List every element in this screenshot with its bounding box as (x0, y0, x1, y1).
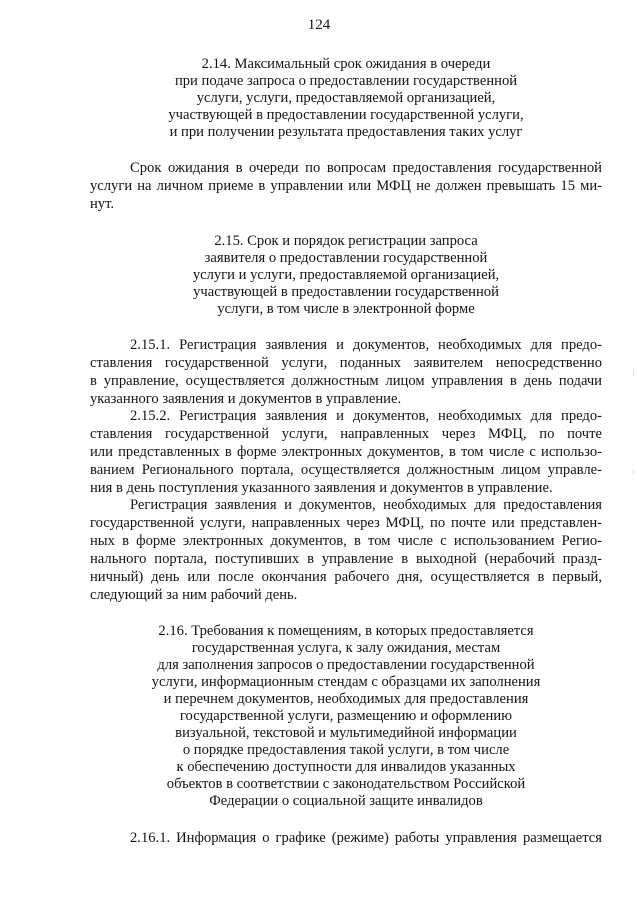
heading-2-14-line: услуги, услуги, предоставляемой организацией, (196, 90, 496, 106)
paragraph-line: Срок ожидания в очереди по вопросам предоставления государственной (130, 160, 602, 176)
heading-2-16-line: для заполнения запросов о предоставлении государственной (157, 657, 535, 673)
heading-2-15-line: заявителя о предоставлении государственной (204, 250, 488, 266)
heading-2-16-line: и перечнем документов, необходимых для предоставления (163, 691, 529, 707)
paragraph-line: ванием Регионального портала, осуществляется должностным лицом управле- (90, 462, 602, 478)
heading-2-14-line: при подаче запроса о предоставлении государственной (174, 73, 518, 89)
heading-2-14-line: 2.14. Максимальный срок ожидания в очереди (201, 56, 491, 72)
heading-2-16-line: Федерации о социальной защите инвалидов (209, 793, 483, 809)
heading-2-16-line: к обеспечению доступности для инвалидов указанных (176, 759, 516, 775)
heading-2-16-line: государственная услуга, к залу ожидания, местам (191, 640, 501, 656)
paragraph-line: указанного заявления и документов в управление. (90, 391, 402, 407)
heading-2-16-line: услуги, информационным стендам с образцами их заполнения (151, 674, 541, 690)
paragraph-line: нального портала, поступивших в управление в выходной (нерабочий празд- (90, 551, 602, 567)
heading-2-16-line: визуальной, текстовой и мультимедийной информации (175, 725, 517, 741)
heading-2-15-line: 2.15. Срок и порядок регистрации запроса (214, 233, 478, 249)
paragraph-line: нут. (90, 196, 115, 212)
scan-speck (633, 470, 634, 474)
paragraph-line: ничный) день или после окончания рабочего дня, осуществляется в первый, (90, 569, 602, 585)
heading-2-15-line: услуги и услуги, предоставляемой организацией, (192, 267, 500, 283)
paragraph-line: Регистрация заявления и документов, необходимых для предоставления (130, 497, 602, 513)
heading-2-16-line: о порядке предоставления такой услуги, в том числе (182, 742, 510, 758)
paragraph-line: или представленных в форме электронных документов, в том числе с использо- (90, 444, 602, 460)
paragraph-line: следующий за ним рабочий день. (90, 587, 298, 603)
heading-2-15-line: участвующей в предоставлении государственной (193, 284, 499, 300)
paragraph-line: ных в форме электронных документов, в том числе с использованием Регио- (90, 533, 602, 549)
heading-2-16-line: объектов в соответствии с законодательством Российской (166, 776, 526, 792)
page-number: 124 (307, 17, 331, 33)
heading-2-14-line: участвующей в предоставлении государственной услуги, (168, 107, 524, 123)
paragraph-line: ния в день поступления указанного заявления и документов в управление. (90, 480, 553, 496)
paragraph-line: услуги на личном приеме в управлении или МФЦ не должен превышать 15 ми- (90, 178, 602, 194)
paragraph-line: ставления государственной услуги, направленных через МФЦ, по почте (90, 426, 602, 442)
heading-2-16-line: государственной услуги, размещению и оформлению (179, 708, 513, 724)
paragraph-line: 2.16.1. Информация о графике (режиме) работы управления размещается (130, 830, 602, 846)
paragraph-line: 2.15.2. Регистрация заявления и документов, необходимых для предо- (130, 408, 602, 424)
heading-2-16-line: 2.16. Требования к помещениям, в которых предоставляется (158, 623, 534, 639)
heading-2-15-line: услуги, в том числе в электронной форме (217, 301, 475, 317)
paragraph-line: ставления государственной услуги, поданных заявителем непосредственно (90, 355, 602, 371)
paragraph-line: государственной услуги, направленных через МФЦ, по почте или представлен- (90, 515, 602, 531)
scan-speck (633, 370, 634, 376)
paragraph-line: в управление, осуществляется должностным лицом управления в день подачи (90, 373, 602, 389)
heading-2-14-line: и при получении результата предоставления таких услуг (169, 124, 523, 140)
paragraph-line: 2.15.1. Регистрация заявления и документов, необходимых для предо- (130, 337, 602, 353)
